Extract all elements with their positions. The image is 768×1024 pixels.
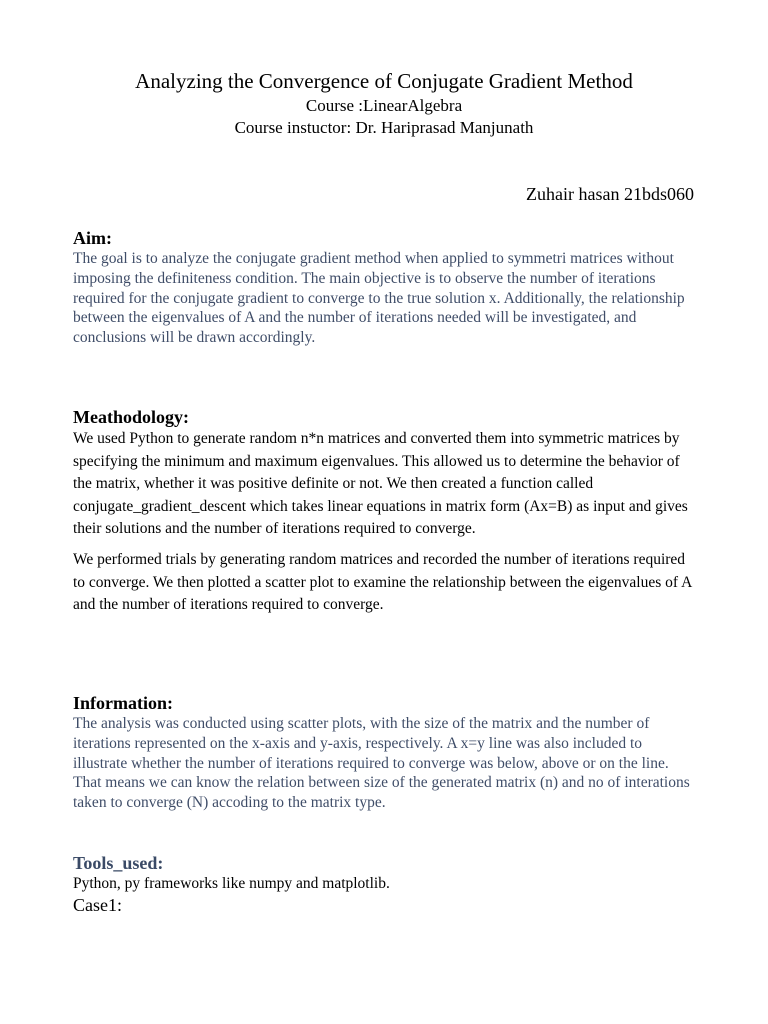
case1-label: Case1: bbox=[73, 895, 122, 915]
course-name: Course :LinearAlgebra bbox=[305, 96, 463, 115]
course-instructor: Course instuctor: Dr. Hariprasad Manjunath bbox=[234, 118, 534, 137]
methodology-paragraph-1: We used Python to generate random n*n matrices and converted them into symmetric matrices by specifying the minimum and maximum eigenvalues. This allowed us to determine the behavior of the matrix, whether it was positive definite or not. We then created a function called conjugate_gradient_descent which takes linear equations in matrix form (Ax=B) as input and gives their solutions and the number of iterations required to converge. bbox=[73, 430, 688, 538]
tools-section bbox=[73, 852, 698, 916]
methodology-paragraph-2: We performed trials by generating random matrices and recorded the number of iterations required to converge. We then plotted a scatter plot to examine the relationship between the eigenvalues of A and the number of iterations required to converge. bbox=[73, 550, 692, 614]
methodology-heading: Meathodology: bbox=[73, 407, 189, 427]
methodology-section bbox=[73, 406, 698, 617]
tools-heading: Tools_used: bbox=[73, 853, 164, 873]
aim-heading: Aim: bbox=[73, 228, 112, 248]
document-title: Analyzing the Convergence of Conjugate Gradient Method bbox=[135, 69, 633, 93]
aim-text: The goal is to analyze the conjugate gradient method when applied to symmetri matrices without imposing the definiteness condition. The main objective is to observe the number of iterations required for the conjugate gradient to converge to the true solution x. Additionally, the relationship between the eigenvalues of A and the number of iterations needed will be investigated, and conclusions will be drawn accordingly. bbox=[73, 250, 685, 347]
information-text: The analysis was conducted using scatter plots, with the size of the matrix and the number of iterations represented on the x-axis and y-axis, respectively. A x=y line was also included to illustrate whether the number of iterations required to converge was below, above or on the line. That means we can know the relation between size of the generated matrix (n) and no of interations taken to converge (N) accoding to the matrix type. bbox=[73, 715, 690, 812]
information-heading: Information: bbox=[73, 693, 173, 713]
tools-text: Python, py frameworks like numpy and matplotlib. bbox=[73, 875, 390, 892]
aim-section bbox=[73, 227, 698, 348]
author-line: Zuhair hasan 21bds060 bbox=[526, 184, 694, 204]
title-block bbox=[0, 67, 768, 139]
information-section bbox=[73, 692, 698, 813]
